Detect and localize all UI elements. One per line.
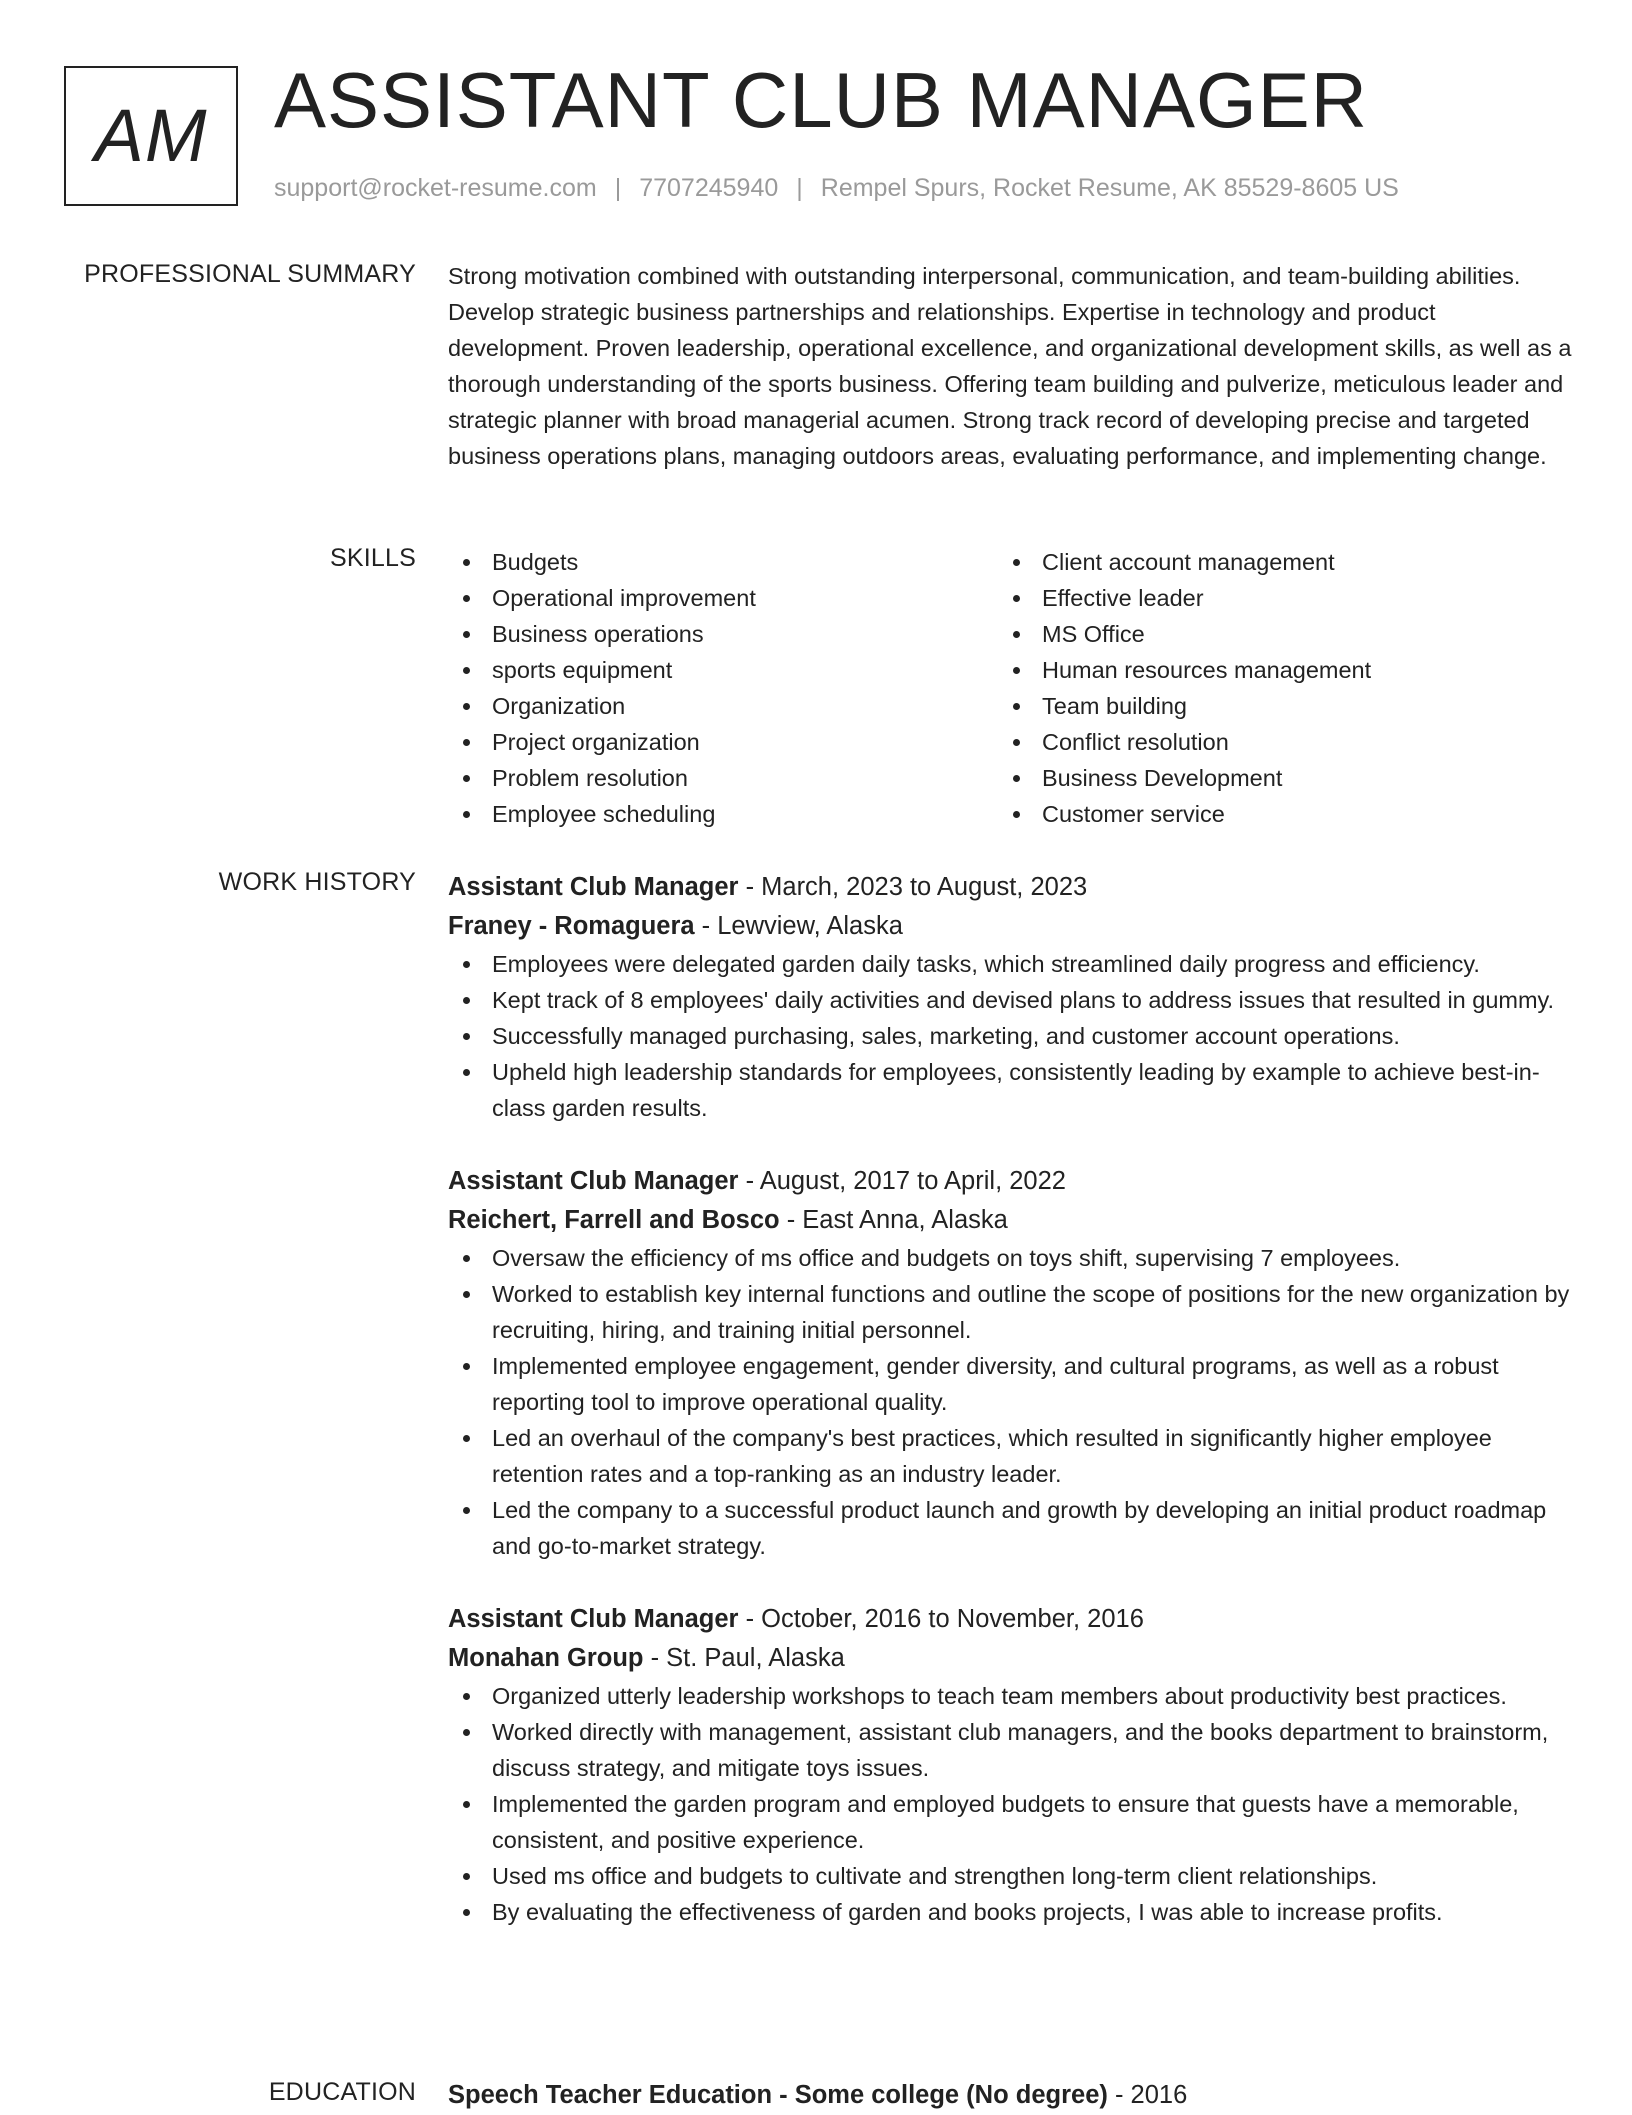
contact-separator: | — [796, 174, 803, 202]
skill-item: Employee scheduling — [448, 796, 998, 832]
work-history-body — [448, 868, 1574, 1966]
job-bullet: Worked directly with management, assistant club managers, and the books department to brainstorm, discuss strategy, and mitigate toys issues. — [448, 1714, 1574, 1786]
job-bullet: By evaluating the effectiveness of garden and books projects, I was able to increase profits. — [448, 1894, 1574, 1930]
job-company-line — [448, 1201, 1574, 1240]
job-bullet: Led an overhaul of the company's best practices, which resulted in significantly higher employee retention rates and a top-ranking as an industry leader. — [448, 1420, 1574, 1492]
monogram-initials: AM — [94, 94, 208, 177]
skill-item: Organization — [448, 688, 998, 724]
contact-phone[interactable]: 7707245940 — [639, 174, 779, 202]
job-bullet: Upheld high leadership standards for employees, consistently leading by example to achieve best-in-class garden results. — [448, 1054, 1574, 1126]
job-bullet: Implemented the garden program and employed budgets to ensure that guests have a memorable, consistent, and positive experience. — [448, 1786, 1574, 1858]
resume-title: ASSISTANT CLUB MANAGER — [274, 56, 1369, 144]
summary-body — [448, 258, 1574, 474]
contact-address: Rempel Spurs, Rocket Resume, AK 85529-8605 US — [820, 174, 1399, 202]
summary-text: Strong motivation combined with outstanding interpersonal, communication, and team-building abilities. Develop strategic business partnerships and relationships. Expertise in technology and product development. Proven leadership, operational excellence, and organizational development skills, as well as a thorough understanding of the sports business. Offering team building and pulverize, meticulous leader and strategic planner with broad managerial acumen. Strong track record of developing precise and targeted business operations plans, managing outdoors areas, evaluating performance, and implementing change. — [448, 263, 1572, 469]
job-company-line — [448, 907, 1574, 946]
skills-heading: SKILLS — [330, 544, 416, 572]
skill-item: Project organization — [448, 724, 998, 760]
skill-item: MS Office — [998, 616, 1548, 652]
job-entry — [448, 1162, 1574, 1564]
job-company: Reichert, Farrell and Bosco — [448, 1206, 780, 1234]
job-role: Assistant Club Manager — [448, 873, 739, 901]
job-role: Assistant Club Manager — [448, 1167, 739, 1195]
job-bullets — [448, 1240, 1574, 1564]
education-degree: Speech Teacher Education - Some college (No degree) — [448, 2081, 1108, 2109]
job-bullet: Worked to establish key internal functions and outline the scope of positions for the new organization by recruiting, hiring, and training initial personnel. — [448, 1276, 1574, 1348]
skill-item: Conflict resolution — [998, 724, 1548, 760]
job-dates: - October, 2016 to November, 2016 — [738, 1605, 1144, 1633]
job-location: - East Anna, Alaska — [779, 1206, 1008, 1234]
skill-item: Team building — [998, 688, 1548, 724]
job-bullet: Led the company to a successful product launch and growth by developing an initial product roadmap and go-to-market strategy. — [448, 1492, 1574, 1564]
job-bullets — [448, 946, 1574, 1126]
skill-item: Problem resolution — [448, 760, 998, 796]
job-entry — [448, 1600, 1574, 1930]
contact-email[interactable]: support@rocket-resume.com — [274, 174, 597, 202]
education-body — [448, 2078, 1574, 2115]
contact-line — [274, 174, 1399, 203]
job-entry — [448, 868, 1574, 1126]
skill-item: Client account management — [998, 544, 1548, 580]
job-company: Franey - Romaguera — [448, 912, 695, 940]
contact-separator: | — [614, 174, 622, 202]
job-bullet: Organized utterly leadership workshops to teach team members about productivity best practices. — [448, 1678, 1574, 1714]
education-entry — [448, 2076, 1574, 2115]
job-title-line — [448, 1600, 1574, 1639]
job-title-line — [448, 1162, 1574, 1201]
job-bullet: Successfully managed purchasing, sales, marketing, and customer account operations. — [448, 1018, 1574, 1054]
job-bullet: Employees were delegated garden daily tasks, which streamlined daily progress and efficiency. — [448, 946, 1574, 982]
skill-item: Business operations — [448, 616, 998, 652]
job-bullet: Kept track of 8 employees' daily activities and devised plans to address issues that resulted in gummy. — [448, 982, 1574, 1018]
skill-item: sports equipment — [448, 652, 998, 688]
job-bullet: Oversaw the efficiency of ms office and budgets on toys shift, supervising 7 employees. — [448, 1240, 1574, 1276]
education-year: - 2016 — [1107, 2081, 1188, 2109]
job-location: - St. Paul, Alaska — [643, 1644, 845, 1672]
skill-item: Effective leader — [998, 580, 1548, 616]
education-heading: EDUCATION — [268, 2078, 416, 2106]
job-title-line — [448, 868, 1574, 907]
work-history-heading: WORK HISTORY — [218, 868, 416, 896]
skill-item: Operational improvement — [448, 580, 998, 616]
job-company: Monahan Group — [448, 1644, 644, 1672]
skills-column-right — [998, 544, 1548, 832]
skills-column-left — [448, 544, 998, 832]
skill-item: Budgets — [448, 544, 998, 580]
job-bullet: Implemented employee engagement, gender diversity, and cultural programs, as well as a robust reporting tool to improve operational quality. — [448, 1348, 1574, 1420]
job-dates: - March, 2023 to August, 2023 — [738, 873, 1088, 901]
monogram-badge — [64, 66, 238, 206]
job-company-line — [448, 1639, 1574, 1678]
job-bullet: Used ms office and budgets to cultivate and strengthen long-term client relationships. — [448, 1858, 1574, 1894]
skill-item: Business Development — [998, 760, 1548, 796]
job-bullets — [448, 1678, 1574, 1930]
skill-item: Human resources management — [998, 652, 1548, 688]
job-location: - Lewview, Alaska — [694, 912, 903, 940]
job-dates: - August, 2017 to April, 2022 — [738, 1167, 1066, 1195]
job-role: Assistant Club Manager — [448, 1605, 739, 1633]
summary-heading: PROFESSIONAL SUMMARY — [84, 260, 416, 288]
skill-item: Customer service — [998, 796, 1548, 832]
skills-body — [448, 544, 1574, 832]
